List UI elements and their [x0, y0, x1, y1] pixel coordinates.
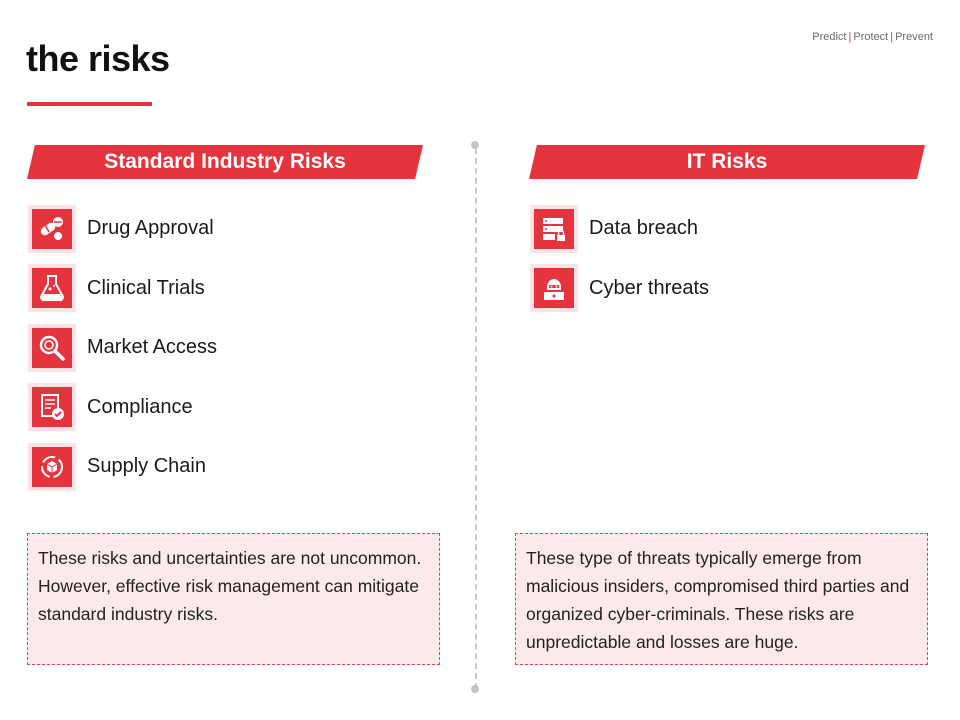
- pills-icon: [28, 205, 76, 253]
- standard-risks-note: These risks and uncertainties are not uncommon. However, effective risk management can mitigate standard industry risks.: [27, 533, 440, 665]
- page-title: the risks: [26, 38, 170, 79]
- divider-dot-top: [471, 141, 479, 149]
- divider-dot-bottom: [471, 685, 479, 693]
- tagline-predict: Predict: [812, 31, 847, 43]
- it-risks-list: [530, 199, 709, 318]
- tagline-separator: |: [848, 31, 852, 43]
- risk-item-cyber-threats: [530, 259, 709, 319]
- risk-label: Data breach: [589, 217, 698, 240]
- tagline-protect: Protect: [853, 31, 889, 43]
- risk-item-supply-chain: [28, 437, 217, 497]
- risk-item-clinical-trials: [28, 259, 217, 319]
- column-divider: [475, 148, 477, 689]
- supply-cycle-icon: [28, 443, 76, 491]
- risk-label: Supply Chain: [87, 455, 206, 478]
- risk-label: Market Access: [87, 336, 218, 359]
- document-check-icon: [28, 383, 76, 431]
- lab-flask-icon: [28, 264, 76, 312]
- it-risks-note: These type of threats typically emerge from malicious insiders, compromised third parties and organized cyber-criminals. These risks are unpredictable and losses are huge.: [515, 533, 928, 665]
- risk-label: Cyber threats: [589, 276, 710, 299]
- tagline: [812, 31, 933, 43]
- server-lock-icon: [530, 205, 578, 253]
- tagline-prevent: Prevent: [895, 31, 933, 43]
- tagline-separator: |: [890, 31, 894, 43]
- standard-risks-heading: Standard Industry Risks: [104, 150, 346, 173]
- risk-label: Compliance: [87, 395, 193, 418]
- standard-risks-list: [28, 199, 217, 497]
- risk-label: Drug Approval: [87, 217, 214, 240]
- it-risks-banner: [529, 145, 925, 179]
- risk-item-market-access: [28, 318, 217, 378]
- standard-risks-banner: [27, 145, 423, 179]
- magnifier-icon: [28, 324, 76, 372]
- risk-item-drug-approval: [28, 199, 217, 259]
- it-risks-heading: IT Risks: [686, 150, 768, 173]
- risk-item-data-breach: [530, 199, 709, 259]
- risk-item-compliance: [28, 378, 217, 438]
- title-underline: [27, 102, 152, 106]
- risk-label: Clinical Trials: [87, 276, 205, 299]
- hacker-icon: [530, 264, 578, 312]
